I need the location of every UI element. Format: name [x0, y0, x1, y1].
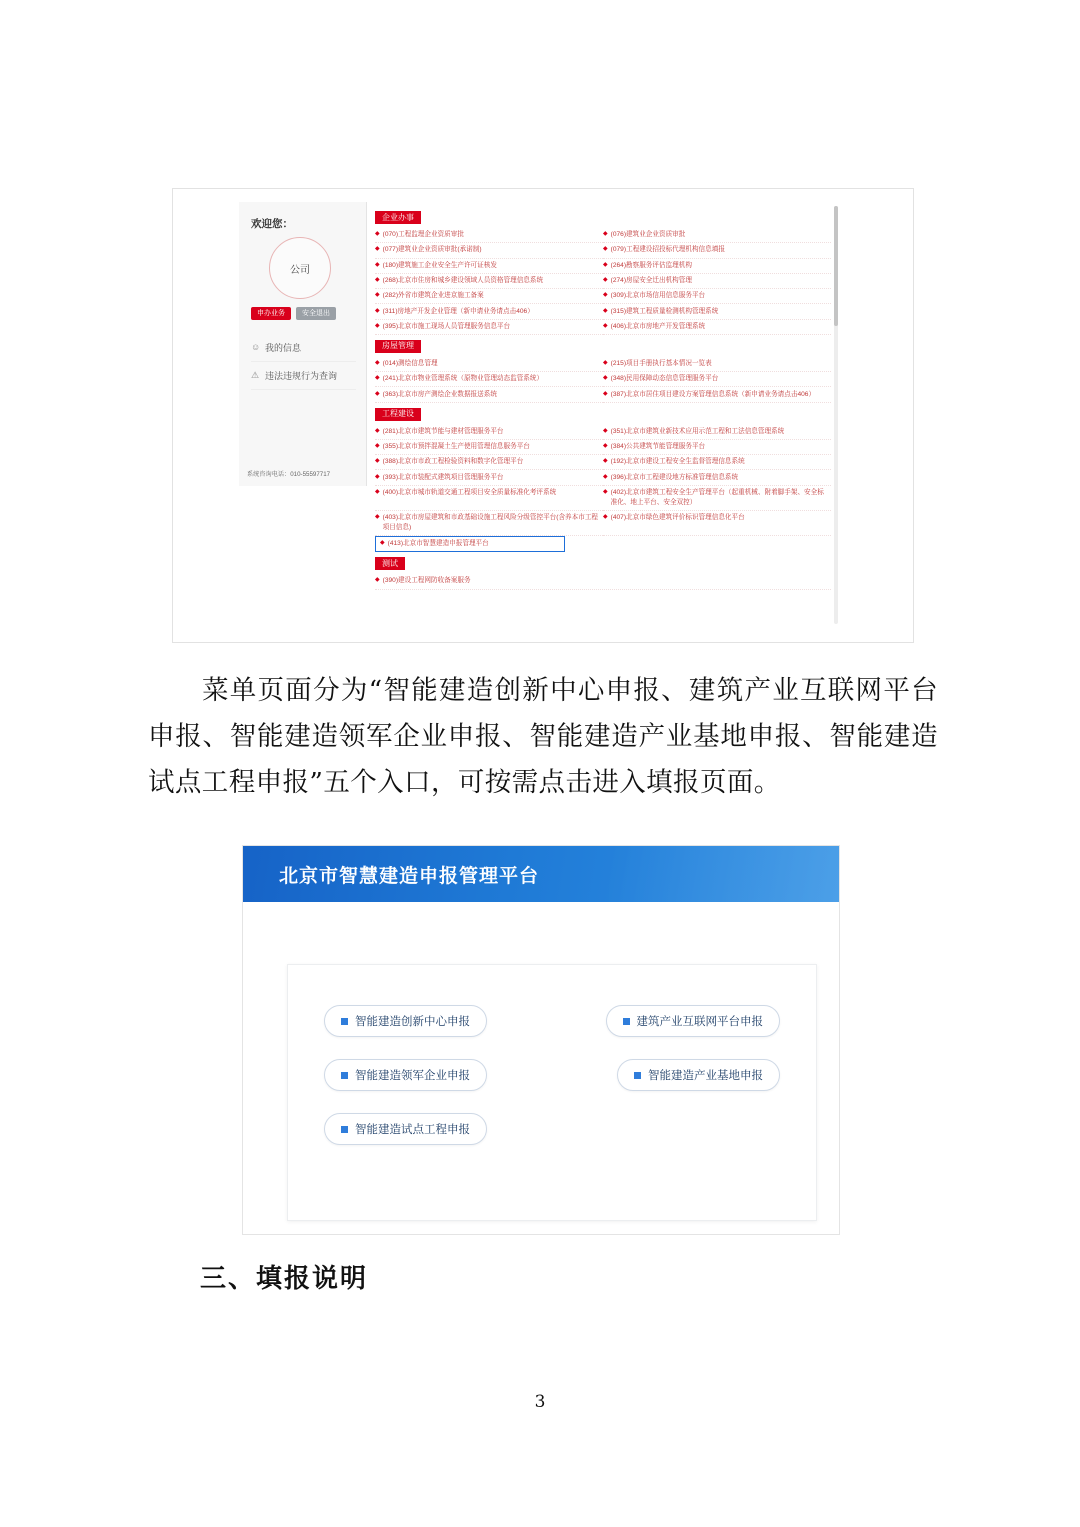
entry-pilot-project[interactable]	[324, 1113, 487, 1145]
menu-link[interactable]	[603, 304, 831, 319]
menu-link-label: (281)北京市建筑节能与建材管理服务平台	[382, 427, 504, 435]
bullet-icon: ◆	[603, 458, 608, 465]
sidebar-item-label: 我的信息	[265, 343, 302, 353]
entry-label: 智能建造领军企业申报	[355, 1068, 470, 1082]
menu-link-label: (403)北京市房屋建筑和市政基础设施工程风险分级管控平台(含养本市工程项目信息)	[382, 514, 599, 531]
menu-link-label: (180)建筑施工企业安全生产许可证核发	[382, 261, 497, 269]
menu-link-label: (079)工程建设招投标代理机构信息填报	[610, 246, 725, 254]
section-heading: 三、填报说明	[200, 1264, 369, 1294]
secure-exit-button[interactable]: 安全退出	[296, 307, 336, 320]
entry-label: 智能建造创新中心申报	[355, 1014, 470, 1028]
sidebar-item-violation-query[interactable]	[251, 362, 356, 390]
user-icon: ☺	[251, 342, 261, 352]
menu-link-label: (274)房屋安全迁出机构管理	[610, 276, 692, 284]
entry-industry-base[interactable]	[617, 1059, 780, 1091]
bullet-icon: ◆	[603, 276, 608, 283]
menu-link-label: (402)北京市建筑工程安全生产管理平台（起重机械、附着脚手架、安全标准化、地上平台、安全双控）	[610, 488, 824, 506]
menu-link-label: (355)北京市预拌混凝土生产使用管理信息服务平台	[382, 443, 530, 451]
menu-link-label: (400)北京市城市轨道交通工程项目安全质量标准化考评系统	[382, 488, 557, 496]
menu-link[interactable]	[375, 304, 603, 319]
menu-link[interactable]	[375, 486, 603, 511]
section-title-test: 测试	[375, 557, 405, 570]
section-title-construction: 工程建设	[375, 408, 421, 421]
menu-link[interactable]	[603, 470, 831, 485]
section-title-enterprise: 企业办事	[375, 211, 421, 224]
apply-business-button[interactable]: 申办业务	[251, 307, 291, 320]
entry-innovation-center[interactable]	[324, 1005, 487, 1037]
section-items-enterprise	[375, 228, 831, 335]
menu-link[interactable]	[603, 387, 831, 402]
welcome-label: 欢迎您：	[251, 218, 293, 230]
menu-link-label: (393)北京市装配式建筑项目管理服务平台	[382, 473, 504, 481]
menu-link[interactable]	[375, 440, 603, 455]
bullet-icon: ◆	[603, 473, 608, 480]
bullet-icon: ◆	[603, 360, 608, 367]
menu-link[interactable]	[375, 574, 831, 589]
menu-link[interactable]	[603, 228, 831, 243]
bullet-icon: ◆	[603, 390, 608, 397]
bullet-icon: ◆	[375, 390, 380, 397]
bullet-icon: ◆	[375, 360, 380, 367]
menu-link[interactable]	[603, 455, 831, 470]
menu-link[interactable]	[603, 243, 831, 258]
business-menu-content	[367, 202, 839, 632]
hotline-text: 系统咨询电话：010-55597717	[247, 471, 331, 478]
bullet-icon: ◆	[375, 473, 380, 480]
body-paragraph: 菜单页面分为“智能建造创新中心申报、建筑产业互联网平台申报、智能建造领军企业申报、智能建造产业基地申报、智能建造试点工程申报”五个入口，可按需点击进入填报页面。	[148, 675, 938, 798]
menu-link[interactable]	[603, 259, 831, 274]
bullet-icon: ◆	[375, 231, 380, 238]
bullet-icon: ◆	[375, 261, 380, 268]
menu-link[interactable]	[375, 243, 603, 258]
bullet-icon: ◆	[603, 231, 608, 238]
menu-link-label: (282)外省市建筑企业进京施工备案	[382, 292, 484, 300]
menu-link-label: (363)北京市房产测绘企业数据报送系统	[382, 390, 497, 398]
bullet-icon: ◆	[375, 458, 380, 465]
menu-link[interactable]	[375, 455, 603, 470]
menu-link[interactable]	[603, 357, 831, 372]
bullet-icon: ◆	[375, 292, 380, 299]
bullet-icon: ◆	[375, 443, 380, 450]
menu-link[interactable]	[603, 372, 831, 387]
square-bullet-icon	[623, 1018, 630, 1025]
entry-row	[324, 1113, 780, 1145]
section-title-housing: 房屋管理	[375, 340, 421, 353]
section-items-test	[375, 574, 831, 589]
screenshot-declaration-platform	[242, 845, 840, 1235]
menu-link[interactable]	[375, 274, 603, 289]
menu-link[interactable]	[375, 425, 603, 440]
page-number: 3	[534, 1392, 546, 1412]
menu-link-label: (192)北京市建设工程安全生监督管理信息系统	[610, 458, 745, 466]
menu-link-label: (315)建筑工程质量检测机构管理系统	[610, 307, 719, 315]
bullet-icon: ◆	[375, 514, 380, 521]
menu-link-label: (413)北京市智慧建造申报管理平台	[387, 540, 489, 548]
menu-link-label: (388)北京市市政工程检验资料和数字化管理平台	[382, 458, 524, 466]
bullet-icon: ◆	[603, 322, 608, 329]
menu-link[interactable]	[375, 320, 603, 335]
menu-link[interactable]	[375, 387, 603, 402]
menu-link-label: (070)工程监理企业资质审批	[382, 231, 464, 239]
bullet-icon: ◆	[603, 488, 608, 495]
entry-label: 智能建造试点工程申报	[355, 1122, 470, 1136]
section-items-construction	[375, 425, 831, 553]
warning-icon: ⚠	[251, 370, 260, 380]
square-bullet-icon	[341, 1018, 348, 1025]
bullet-icon: ◆	[603, 443, 608, 450]
menu-link[interactable]	[603, 486, 831, 511]
square-bullet-icon	[634, 1072, 641, 1079]
bullet-icon: ◆	[380, 540, 385, 547]
platform-card	[287, 964, 817, 1221]
sidebar-item-my-info[interactable]	[251, 334, 356, 362]
menu-link[interactable]	[375, 511, 603, 536]
menu-link[interactable]	[375, 372, 603, 387]
bullet-icon: ◆	[375, 427, 380, 434]
menu-link-label: (014)测绘信息管理	[382, 360, 438, 368]
business-menu-sidebar	[239, 202, 367, 486]
menu-link-label: (241)北京市物业管理系统（原物业管理动态监管系统）	[382, 375, 544, 383]
menu-link-label: (390)建设工程网防收备案服务	[382, 577, 471, 585]
bullet-icon: ◆	[603, 514, 608, 521]
sidebar-item-label: 违法违规行为查询	[265, 371, 338, 381]
menu-link-label: (396)北京市工程建设地方标准管理信息系统	[610, 473, 739, 481]
menu-link-label: (268)北京市住房和城乡建设领域人员资格管理信息系统	[382, 276, 544, 284]
menu-link[interactable]	[603, 289, 831, 304]
menu-link-label: (264)勘察服务评估监理机构	[610, 261, 692, 269]
menu-link-label: (407)北京市绿色建筑评价标识管理信息化平台	[610, 514, 745, 522]
business-menu-window	[239, 202, 839, 632]
menu-link-label: (384)公共建筑节能管理服务平台	[610, 443, 706, 451]
bullet-icon: ◆	[375, 246, 380, 253]
bullet-icon: ◆	[603, 246, 608, 253]
company-logo: 公司	[269, 237, 331, 299]
entry-leading-enterprise[interactable]	[324, 1059, 487, 1091]
platform-header	[243, 846, 839, 902]
menu-link[interactable]	[603, 274, 831, 289]
section-items-housing	[375, 357, 831, 403]
menu-link[interactable]	[375, 357, 603, 372]
menu-link[interactable]	[603, 425, 831, 440]
platform-title: 北京市智慧建造申报管理平台	[279, 864, 540, 887]
bullet-icon: ◆	[603, 427, 608, 434]
bullet-icon: ◆	[375, 577, 380, 584]
menu-link[interactable]	[375, 228, 603, 243]
menu-link-label: (215)项目手册执行基本情况一览表	[610, 360, 712, 368]
bullet-icon: ◆	[375, 488, 380, 495]
menu-link-label: (351)北京市建筑业新技术应用示范工程和工法信息管理系统	[610, 427, 785, 435]
square-bullet-icon	[341, 1126, 348, 1133]
bullet-icon: ◆	[603, 261, 608, 268]
entry-row	[324, 1059, 780, 1091]
menu-link[interactable]	[375, 289, 603, 304]
menu-link[interactable]	[603, 440, 831, 455]
entry-industry-internet-platform[interactable]	[606, 1005, 781, 1037]
menu-link-label: (395)北京市施工现场人员管理服务信息平台	[382, 322, 511, 330]
entry-label: 建筑产业互联网平台申报	[636, 1014, 763, 1028]
menu-link[interactable]	[603, 320, 831, 335]
menu-link[interactable]	[375, 470, 603, 485]
menu-link[interactable]	[603, 511, 831, 536]
menu-link-label: (077)建筑业企业资质审批(承诺制)	[382, 246, 482, 254]
entry-row	[324, 1005, 780, 1037]
bullet-icon: ◆	[375, 307, 380, 314]
platform-entry-list	[288, 1005, 816, 1167]
bullet-icon: ◆	[603, 307, 608, 314]
menu-link-label: (348)民用保障动态信息管理服务平台	[610, 375, 719, 383]
bullet-icon: ◆	[375, 375, 380, 382]
bullet-icon: ◆	[603, 375, 608, 382]
bullet-icon: ◆	[603, 292, 608, 299]
menu-link-label: (406)北京市房地产开发管理系统	[610, 322, 706, 330]
bullet-icon: ◆	[375, 322, 380, 329]
menu-link-label: (311)房地产开发企业管理（新申请业务请点击406）	[382, 307, 534, 315]
bullet-icon: ◆	[375, 276, 380, 283]
content-scrollbar[interactable]	[834, 206, 838, 624]
menu-link-label: (387)北京市居住项目建设方案管理信息系统（新申请业务请点击406）	[610, 390, 816, 398]
menu-link-label: (309)北京市场信用信息服务平台	[610, 292, 706, 300]
sidebar-button-row	[251, 307, 356, 320]
square-bullet-icon	[341, 1072, 348, 1079]
platform-body	[243, 902, 839, 1235]
menu-link[interactable]	[375, 259, 603, 274]
screenshot-business-menu	[172, 188, 914, 643]
menu-link-highlighted-smart-construction[interactable]	[375, 536, 565, 552]
menu-link-label: (076)建筑业企业资质审批	[610, 231, 686, 239]
entry-label: 智能建造产业基地申报	[648, 1068, 763, 1082]
